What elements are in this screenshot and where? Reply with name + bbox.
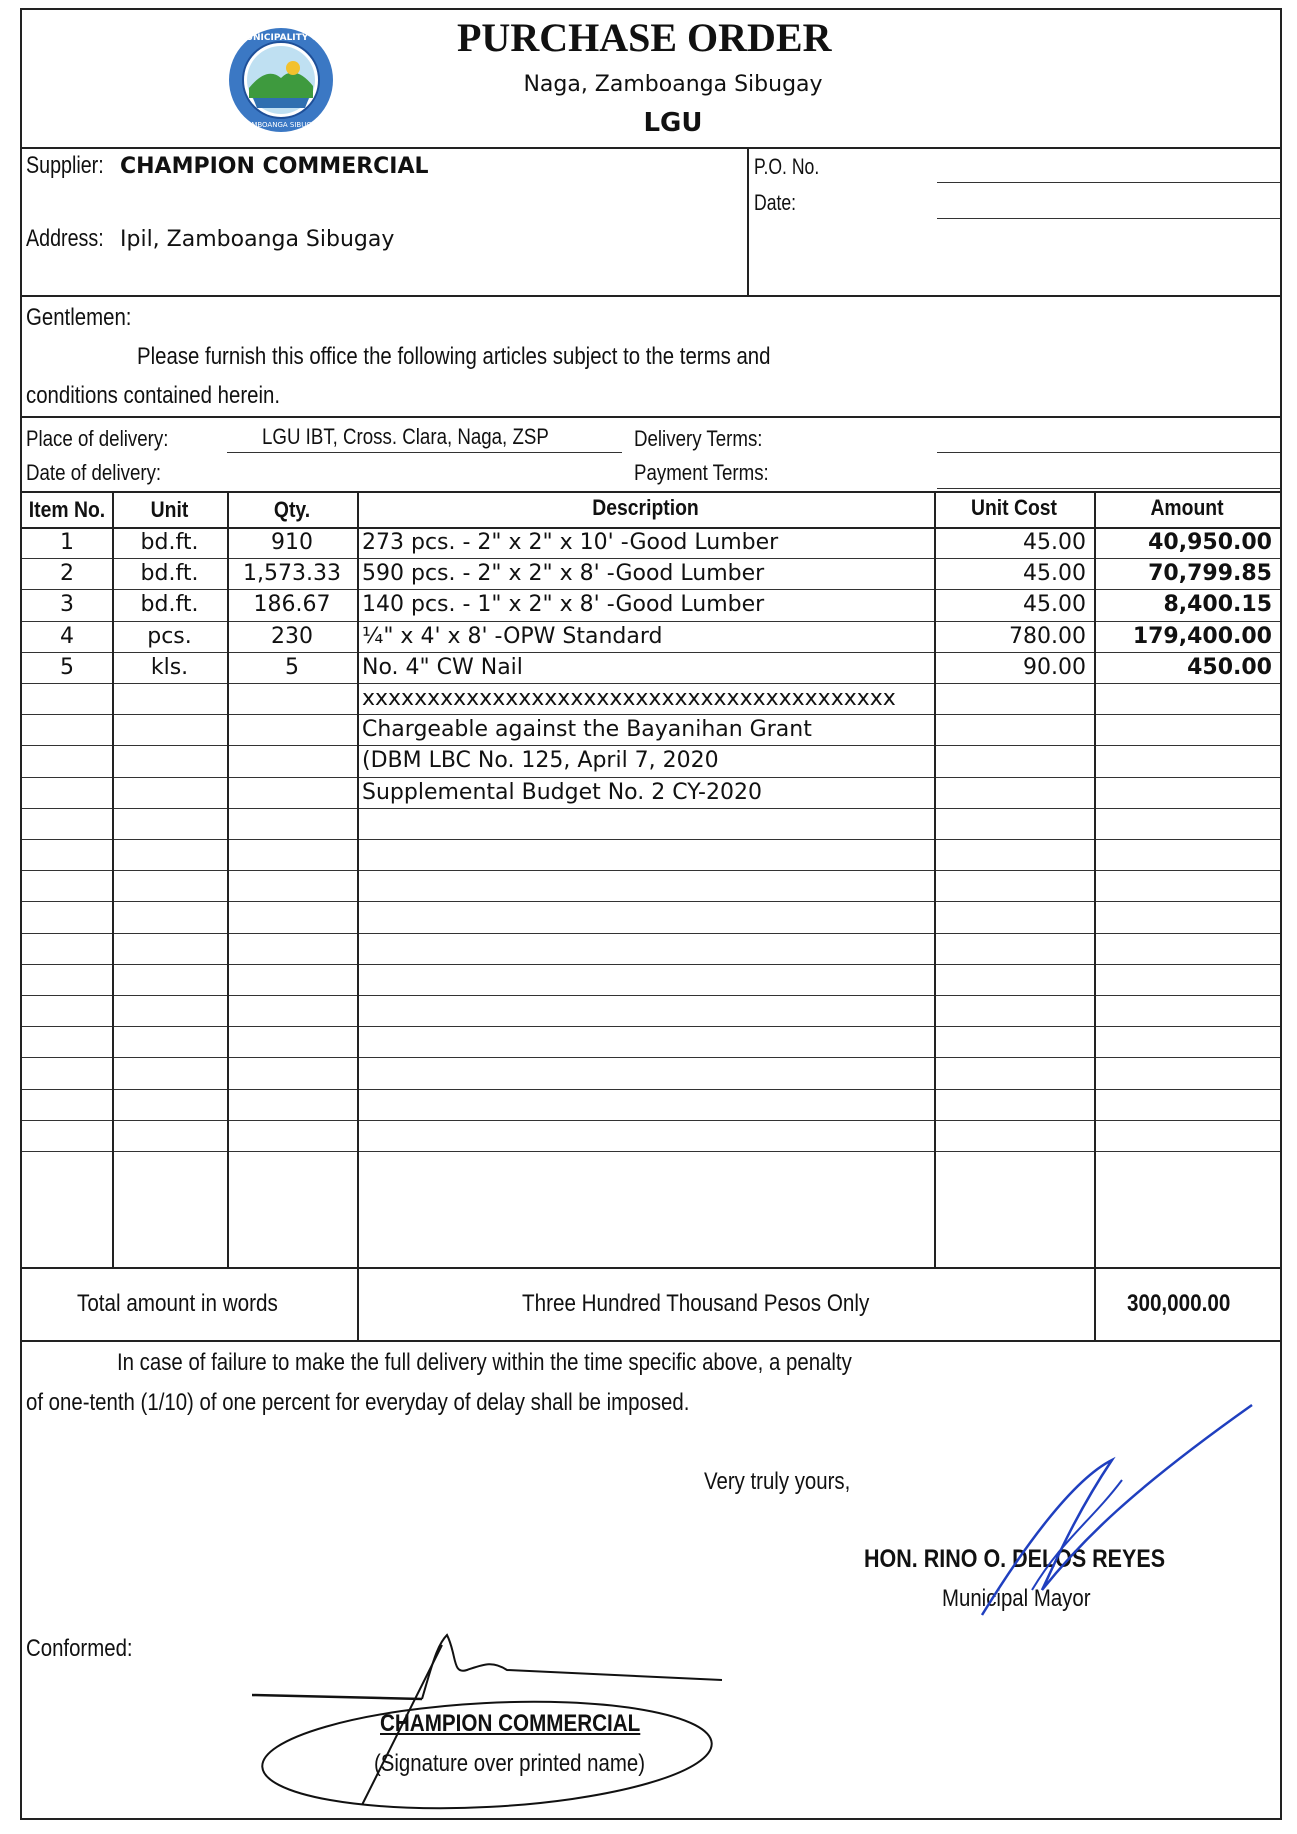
row-line — [22, 870, 1280, 871]
svg-text:MUNICIPALITY OF: MUNICIPALITY OF — [236, 33, 326, 43]
delivery-terms-line — [937, 452, 1280, 453]
row-line — [22, 964, 1280, 965]
cell-amount: 40,950.00 — [1148, 530, 1272, 555]
place-of-delivery-line — [227, 452, 622, 453]
cell-amount: 70,799.85 — [1148, 561, 1272, 587]
total-in-words-label: Total amount in words — [77, 1290, 278, 1317]
row-line — [22, 589, 1280, 590]
delivery-terms-label: Delivery Terms: — [634, 426, 763, 451]
header-amount: Amount — [1150, 495, 1224, 520]
header-qty: Qty. — [273, 497, 311, 522]
cell-unit: kls. — [150, 654, 189, 680]
place-of-delivery-label: Place of delivery: — [26, 426, 169, 451]
header-description: Description — [592, 495, 699, 520]
mayor-signature — [962, 1400, 1262, 1630]
cell-qty: 186.67 — [253, 592, 331, 618]
total-in-words-value: Three Hundred Thousand Pesos Only — [522, 1290, 870, 1317]
cell-unit-cost: 780.00 — [1009, 623, 1086, 649]
cell-unit: bd.ft. — [140, 592, 199, 618]
closing-salutation: Very truly yours, — [704, 1468, 851, 1495]
divider — [22, 1340, 1280, 1342]
cell-item-no: 2 — [60, 561, 74, 587]
payment-terms-line — [937, 488, 1280, 489]
po-number-label: P.O. No. — [754, 154, 820, 179]
date-label: Date: — [754, 190, 797, 215]
cell-qty: 5 — [285, 654, 299, 680]
cell-qty: 1,573.33 — [243, 561, 341, 587]
purchase-order-form — [20, 8, 1282, 1820]
supplier-name: CHAMPION COMMERCIAL — [120, 154, 429, 179]
cell-item-no: 1 — [60, 530, 74, 555]
row-line — [22, 714, 1280, 715]
intro-line-2: conditions contained herein. — [26, 382, 281, 409]
cell-unit: bd.ft. — [140, 561, 199, 587]
intro-line-1: Please furnish this office the following articles subject to the terms and — [137, 343, 771, 370]
cell-description: 140 pcs. - 1" x 2" x 8' -Good Lumber — [362, 592, 765, 618]
signatory-name: HON. RINO O. DELOS REYES — [864, 1545, 1166, 1573]
divider — [22, 1267, 1280, 1269]
divider — [22, 295, 1280, 297]
greeting: Gentlemen: — [26, 304, 132, 331]
header-unit: Unit — [150, 497, 189, 522]
header-item-no: Item No. — [28, 497, 106, 522]
cell-description: (DBM LBC No. 125, April 7, 2020 — [362, 748, 719, 774]
row-line — [22, 558, 1280, 559]
divider — [22, 147, 1280, 149]
cell-description: 273 pcs. - 2" x 2" x 10' -Good Lumber — [362, 530, 779, 555]
row-line — [22, 901, 1280, 902]
cell-description: ¼" x 4' x 8' -OPW Standard — [362, 623, 663, 649]
cell-item-no: 5 — [60, 654, 74, 680]
cell-unit-cost: 90.00 — [1023, 654, 1086, 680]
row-line — [22, 1089, 1280, 1090]
supplier-label: Supplier: — [26, 152, 104, 179]
cell-qty: 230 — [271, 623, 313, 649]
office-label: LGU — [643, 108, 703, 138]
row-line — [22, 933, 1280, 934]
document-title: PURCHASE ORDER — [457, 15, 832, 60]
header-unit-cost: Unit Cost — [970, 495, 1058, 520]
divider — [747, 147, 749, 295]
cell-description: No. 4" CW Nail — [362, 654, 523, 680]
divider — [357, 1267, 359, 1340]
row-line — [22, 777, 1280, 778]
payment-terms-label: Payment Terms: — [634, 460, 769, 485]
penalty-line-2: of one-tenth (1/10) of one percent for everyday of delay shall be imposed. — [26, 1389, 690, 1416]
row-line — [22, 683, 1280, 684]
place-of-delivery-value: LGU IBT, Cross. Clara, Naga, ZSP — [262, 424, 549, 449]
address-value: Ipil, Zamboanga Sibugay — [120, 227, 395, 252]
row-line — [22, 1057, 1280, 1058]
cell-description: Chargeable against the Bayanihan Grant — [362, 717, 812, 743]
divider — [22, 416, 1280, 418]
conformed-label: Conformed: — [26, 1635, 133, 1662]
row-line — [22, 621, 1280, 622]
cell-description: Supplemental Budget No. 2 CY-2020 — [362, 779, 762, 805]
cell-amount: 450.00 — [1187, 654, 1272, 680]
row-line — [22, 1151, 1280, 1152]
row-line — [22, 652, 1280, 653]
row-line — [22, 1120, 1280, 1121]
row-line — [22, 1026, 1280, 1027]
row-line — [22, 745, 1280, 746]
cell-unit-cost: 45.00 — [1023, 561, 1086, 587]
cell-qty: 910 — [271, 530, 313, 555]
cell-amount: 179,400.00 — [1132, 623, 1272, 649]
row-line — [22, 808, 1280, 809]
address-label: Address: — [26, 225, 104, 252]
cell-unit: pcs. — [147, 623, 192, 649]
signatory-position: Municipal Mayor — [942, 1585, 1091, 1612]
total-amount: 300,000.00 — [1127, 1290, 1231, 1317]
cell-description: 590 pcs. - 2" x 2" x 8' -Good Lumber — [362, 561, 765, 587]
penalty-line-1: In case of failure to make the full delivery within the time specific above, a penalty — [117, 1349, 852, 1376]
cell-unit-cost: 45.00 — [1023, 530, 1086, 555]
divider — [1094, 1267, 1096, 1340]
conforme-printed-name: CHAMPION COMMERCIAL — [380, 1710, 641, 1737]
po-number-line — [937, 182, 1280, 183]
cell-item-no: 3 — [60, 592, 74, 618]
cell-item-no: 4 — [60, 623, 74, 649]
cell-unit: bd.ft. — [140, 530, 199, 555]
location-subtitle: Naga, Zamboanga Sibugay — [523, 72, 823, 97]
cell-description: xxxxxxxxxxxxxxxxxxxxxxxxxxxxxxxxxxxxxxxxx — [362, 686, 896, 711]
cell-unit-cost: 45.00 — [1023, 592, 1086, 618]
row-line — [22, 839, 1280, 840]
row-line — [22, 995, 1280, 996]
date-line — [937, 218, 1280, 219]
cell-amount: 8,400.15 — [1163, 592, 1272, 618]
date-of-delivery-label: Date of delivery: — [26, 460, 162, 485]
conforme-caption: (Signature over printed name) — [374, 1750, 646, 1777]
items-table — [22, 491, 1280, 1267]
svg-text:ZAMBOANGA SIBUGAY: ZAMBOANGA SIBUGAY — [241, 121, 321, 129]
